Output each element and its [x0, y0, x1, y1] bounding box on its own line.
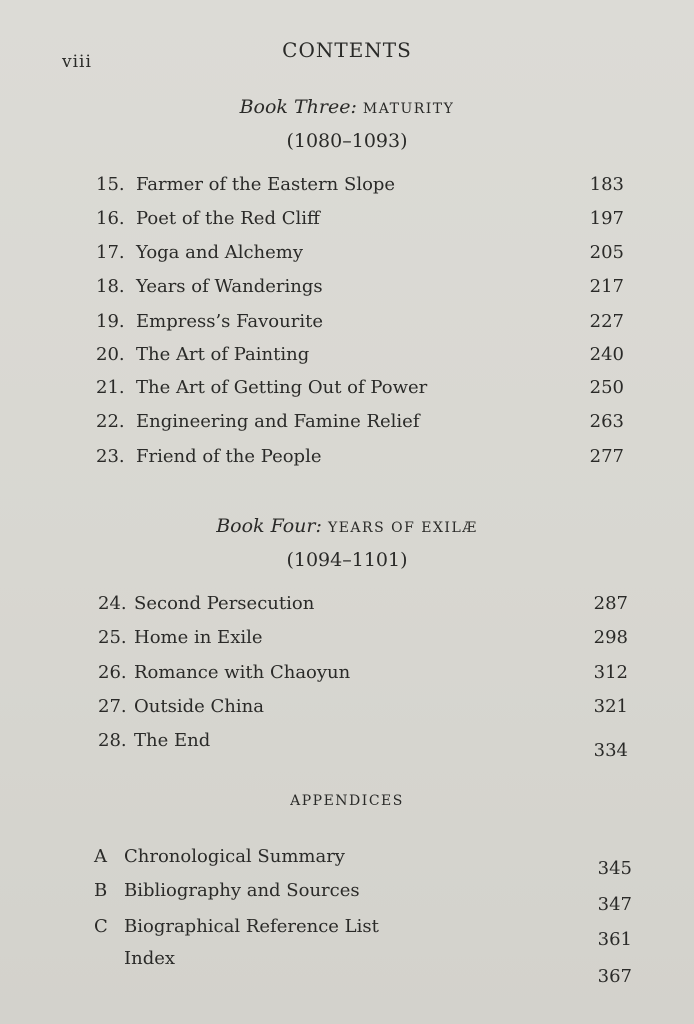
book-three-label: Book Three: — [239, 96, 357, 118]
toc-entry[interactable] — [0, 696, 694, 722]
chapter-title: Romance with Chaoyun — [134, 662, 351, 683]
chapter-title: Home in Exile — [134, 627, 263, 648]
book-three-years: (1080–1093) — [286, 130, 408, 152]
toc-entry[interactable] — [0, 627, 694, 653]
toc-entry[interactable] — [0, 593, 694, 619]
appendix-entry[interactable] — [0, 948, 694, 974]
appendix-page: 345 — [597, 858, 632, 879]
chapter-title: The Art of Painting — [136, 344, 310, 365]
chapter-page: 263 — [589, 411, 624, 432]
appendix-title: Biographical Reference List — [124, 916, 379, 937]
chapter-page: 227 — [589, 311, 624, 332]
chapter-title: Yoga and Alchemy — [136, 242, 304, 263]
toc-entry[interactable] — [0, 662, 694, 688]
chapter-number: 28. — [98, 730, 127, 751]
chapter-page: 205 — [589, 242, 624, 263]
appendix-page: 361 — [597, 929, 632, 950]
appendix-letter: B — [94, 880, 108, 901]
chapter-title: The Art of Getting Out of Power — [136, 377, 428, 398]
chapter-title: Empress’s Favourite — [136, 311, 323, 332]
appendix-title: Chronological Summary — [124, 846, 345, 867]
chapter-title: The End — [134, 730, 211, 751]
appendix-title: Index — [124, 948, 176, 969]
appendix-title: Bibliography and Sources — [124, 880, 360, 901]
chapter-page: 298 — [593, 627, 628, 648]
toc-entry[interactable] — [0, 276, 694, 302]
page-number: viii — [62, 52, 92, 72]
chapter-title: Poet of the Red Cliff — [136, 208, 320, 229]
chapter-page: 217 — [589, 276, 624, 297]
toc-entry[interactable] — [0, 411, 694, 437]
appendix-page: 367 — [597, 966, 632, 987]
chapter-number: 21. — [96, 377, 125, 398]
toc-entry[interactable] — [0, 377, 694, 403]
chapter-number: 24. — [98, 593, 127, 614]
appendix-letter: A — [94, 846, 107, 867]
chapter-page: 312 — [593, 662, 628, 683]
book-four-label: Book Four: — [216, 515, 322, 537]
chapter-page: 240 — [589, 344, 624, 365]
chapter-number: 19. — [96, 311, 125, 332]
chapter-title: Farmer of the Eastern Slope — [136, 174, 396, 195]
chapter-number: 18. — [96, 276, 125, 297]
chapter-number: 15. — [96, 174, 125, 195]
chapter-number: 25. — [98, 627, 127, 648]
chapter-page: 277 — [589, 446, 624, 467]
chapter-number: 23. — [96, 446, 125, 467]
toc-entry[interactable] — [0, 208, 694, 234]
toc-entry[interactable] — [0, 730, 694, 761]
toc-entry[interactable] — [0, 174, 694, 200]
toc-entry[interactable] — [0, 446, 694, 472]
chapter-page: 183 — [589, 174, 624, 195]
toc-entry[interactable] — [0, 311, 694, 337]
chapter-page: 250 — [589, 377, 624, 398]
appendices-heading: APPENDICES — [290, 793, 404, 809]
chapter-title: Outside China — [134, 696, 264, 717]
chapter-title: Friend of the People — [136, 446, 322, 467]
chapter-number: 26. — [98, 662, 127, 683]
book-three-heading — [0, 96, 694, 118]
chapter-page: 334 — [593, 740, 628, 761]
chapter-number: 22. — [96, 411, 125, 432]
chapter-title: Engineering and Famine Relief — [136, 411, 420, 432]
appendix-entry[interactable] — [0, 916, 694, 942]
chapter-page: 197 — [589, 208, 624, 229]
chapter-title: Years of Wanderings — [136, 276, 323, 297]
chapter-page: 321 — [593, 696, 628, 717]
appendix-entry[interactable] — [0, 846, 694, 872]
chapter-number: 27. — [98, 696, 127, 717]
chapter-number: 20. — [96, 344, 125, 365]
appendix-letter: C — [94, 916, 108, 937]
chapter-page: 287 — [593, 593, 628, 614]
chapter-number: 16. — [96, 208, 125, 229]
chapter-number: 17. — [96, 242, 125, 263]
toc-entry[interactable] — [0, 344, 694, 370]
page-title: CONTENTS — [282, 38, 412, 62]
book-four-name: YEARS OF EXILÆ — [327, 520, 478, 536]
appendix-entry[interactable] — [0, 880, 694, 906]
book-three-name: MATURITY — [362, 101, 455, 117]
book-four-years: (1094–1101) — [286, 549, 408, 571]
chapter-title: Second Persecution — [134, 593, 315, 614]
toc-entry[interactable] — [0, 242, 694, 268]
book-four-heading — [0, 515, 694, 537]
appendix-page: 347 — [597, 894, 632, 915]
